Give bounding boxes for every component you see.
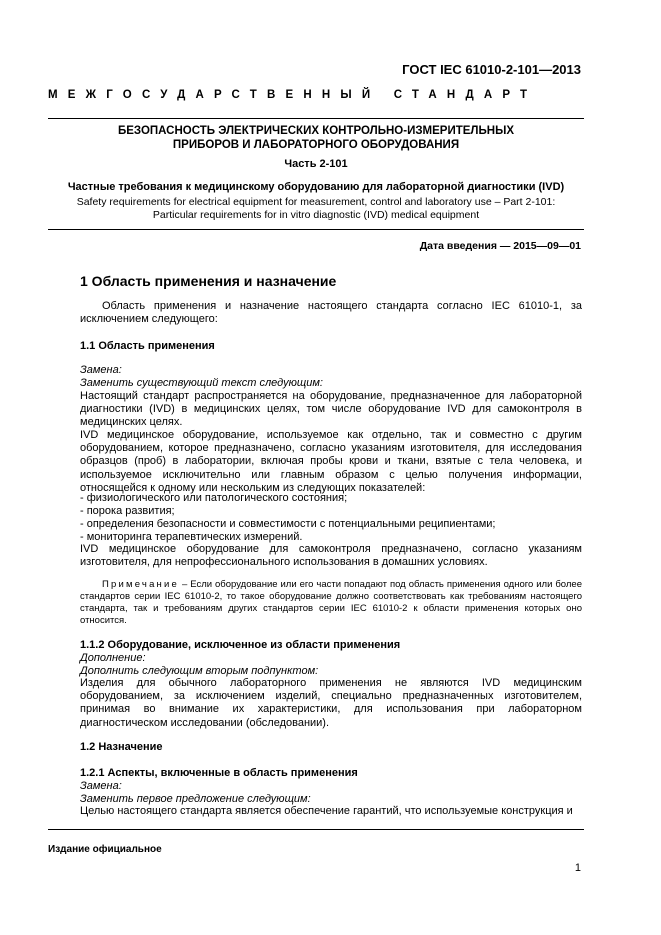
english-title-line-2: Particular requirements for in vitro diagnostic (IVD) medical equipment — [152, 209, 480, 221]
section-1-heading: 1 Область применения и назначение — [80, 273, 337, 289]
introduction-date: Дата введения — 2015—09—01 — [419, 240, 581, 252]
document-subtitle: Частные требования к медицинскому оборудованию для лабораторной диагностики (IVD) — [67, 181, 565, 193]
section-1-1-heading: 1.1 Область применения — [80, 340, 215, 352]
exclusion-paragraph: Изделия для обычного лабораторного применения не являются IVD медицинским оборудованием, за исключением изделий, специально предназначенных изготовителем, принимая во внимание их характеристики, для использования при лабораторном диагностическом исследовании (обследовании). — [80, 677, 582, 729]
title-divider — [48, 229, 584, 230]
note-text: – Если оборудование или его части попадают под область применения одного или более стандартов серии IEC 61010-2, то такое оборудование должно соответствовать как требованиям настоящего стандарта, так и требованиям других стандартов серии IEC 61010-2 к области применения которых оно относится. — [80, 579, 582, 626]
addition-instruction: Дополнить следующим вторым подпунктом: — [80, 665, 319, 677]
note-paragraph — [80, 579, 582, 627]
section-1-1-2-heading: 1.1.2 Оборудование, исключенное из области применения — [80, 639, 401, 651]
replace-label-2: Замена: — [80, 780, 122, 792]
list-item: - физиологического или патологического состояния; — [80, 492, 348, 504]
bottom-divider — [48, 829, 584, 830]
part-number: Часть 2-101 — [284, 158, 348, 170]
list-item: - порока развития; — [80, 505, 175, 517]
scope-paragraph-1: Настоящий стандарт распространяется на оборудование, предназначенное для лабораторной диагностики (IVD) в медицинских целях, том числе оборудование IVD для самоконтроля в медицинских целях. — [80, 390, 582, 429]
replace-instruction-2: Заменить первое предложение следующим: — [80, 793, 311, 805]
page-number: 1 — [574, 862, 581, 874]
scope-paragraph-3: IVD медицинское оборудование для самоконтроля предназначено, согласно указаниям изготовителя, для непрофессионального использования в домашних условиях. — [80, 543, 582, 569]
note-label: Примечание — [102, 579, 179, 590]
section-1-intro: Область применения и назначение настоящего стандарта согласно IEC 61010-1, за исключением следующего: — [80, 300, 582, 326]
list-item: - мониторинга терапевтических измерений. — [80, 531, 303, 543]
english-title-line-1: Safety requirements for electrical equipment for measurement, control and laboratory use – Part 2-101: — [76, 196, 556, 208]
interstate-standard-label: МЕЖГОСУДАРСТВЕННЫЙ СТАНДАРТ — [48, 89, 538, 101]
section-1-2-1-heading: 1.2.1 Аспекты, включенные в область применения — [80, 767, 358, 779]
document-code: ГОСТ IEC 61010-2-101—2013 — [402, 62, 581, 77]
object-paragraph: Целью настоящего стандарта является обеспечение гарантий, что используемые конструкция и — [80, 805, 573, 817]
scope-paragraph-2: IVD медицинское оборудование, используемое как отдельно, так и совместно с другим оборудованием, которое предназначено, согласно указаниям изготовителя, для исследования образцов (проб) в лаборатории, включая пробы крови и ткани, взятые с тела человека, и используемое исключительно или главным образом с целью получения информации, относящейся к одному или нескольким из следующих показателей: — [80, 429, 582, 494]
replace-label: Замена: — [80, 364, 122, 376]
list-item: - определения безопасности и совместимости с потенциальными реципиентами; — [80, 518, 496, 530]
english-title — [48, 196, 584, 222]
section-1-2-heading: 1.2 Назначение — [80, 741, 163, 753]
replace-instruction: Заменить существующий текст следующим: — [80, 377, 323, 389]
official-edition-label: Издание официальное — [48, 844, 162, 855]
document-title: БЕЗОПАСНОСТЬ ЭЛЕКТРИЧЕСКИХ КОНТРОЛЬНО-ИЗМЕРИТЕЛЬНЫХ ПРИБОРОВ И ЛАБОРАТОРНОГО ОБОРУДОВАНИЯ — [117, 125, 515, 151]
top-divider — [48, 118, 584, 119]
addition-label: Дополнение: — [80, 652, 146, 664]
